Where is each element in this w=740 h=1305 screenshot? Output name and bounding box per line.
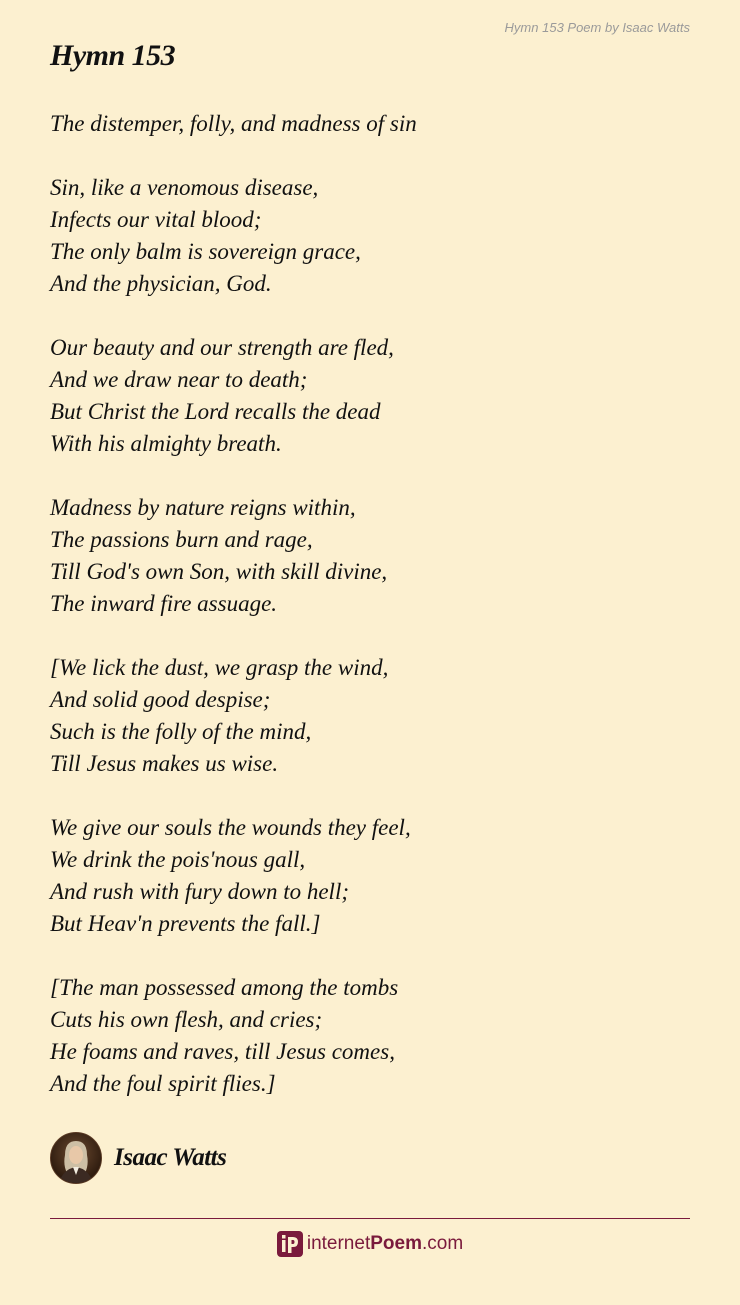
poem-line: He foams and raves, till Jesus comes, (50, 1039, 395, 1064)
poem-line: But Heav'n prevents the fall.] (50, 911, 321, 936)
brand-bold: Poem (370, 1233, 422, 1254)
poem-line: Till God's own Son, with skill divine, (50, 559, 388, 584)
poem-line: And the physician, God. (50, 271, 272, 296)
footer-divider (50, 1218, 690, 1219)
poem-line: And solid good despise; (50, 687, 271, 712)
poem-line: And we draw near to death; (50, 367, 308, 392)
author-row[interactable] (50, 1132, 226, 1184)
poem-body (50, 108, 690, 1100)
poem-line: The passions burn and rage, (50, 527, 313, 552)
poem-line: And rush with fury down to hell; (50, 879, 349, 904)
poem-line: Such is the folly of the mind, (50, 719, 312, 744)
poem-line: The distemper, folly, and madness of sin (50, 111, 417, 136)
stanza-break (50, 940, 690, 972)
poem-line: Till Jesus makes us wise. (50, 751, 279, 776)
poem-title: Hymn 153 (50, 39, 176, 72)
author-name[interactable]: Isaac Watts (114, 1144, 227, 1171)
footer-logo[interactable] (0, 1230, 740, 1258)
poem-line: With his almighty breath. (50, 431, 282, 456)
poem-line: But Christ the Lord recalls the dead (50, 399, 381, 424)
poem-line: Madness by nature reigns within, (50, 495, 356, 520)
stanza-break (50, 460, 690, 492)
ip-logo-icon (277, 1231, 303, 1257)
stanza-break (50, 780, 690, 812)
poem-line: Sin, like a venomous disease, (50, 175, 319, 200)
poem-line: We give our souls the wounds they feel, (50, 815, 411, 840)
poem-line: And the foul spirit flies.] (50, 1071, 276, 1096)
brand-prefix: internet (306, 1233, 371, 1254)
poem-line: The inward fire assuage. (50, 591, 278, 616)
poem-line: Our beauty and our strength are fled, (50, 335, 394, 360)
poem-line: We drink the pois'nous gall, (50, 847, 306, 872)
stanza-break (50, 300, 690, 332)
poem-line: Cuts his own flesh, and cries; (50, 1007, 323, 1032)
author-portrait-icon (51, 1133, 101, 1183)
poem-line: The only balm is sovereign grace, (50, 239, 361, 264)
brand-name (307, 1233, 463, 1255)
brand-suffix: .com (421, 1233, 464, 1254)
author-avatar[interactable] (50, 1132, 102, 1184)
poem-line: [We lick the dust, we grasp the wind, (50, 655, 389, 680)
header-caption: Hymn 153 Poem by Isaac Watts (504, 20, 690, 35)
stanza-break (50, 140, 690, 172)
stanza-break (50, 620, 690, 652)
poem-line: Infects our vital blood; (50, 207, 262, 232)
poem-line: [The man possessed among the tombs (50, 975, 399, 1000)
